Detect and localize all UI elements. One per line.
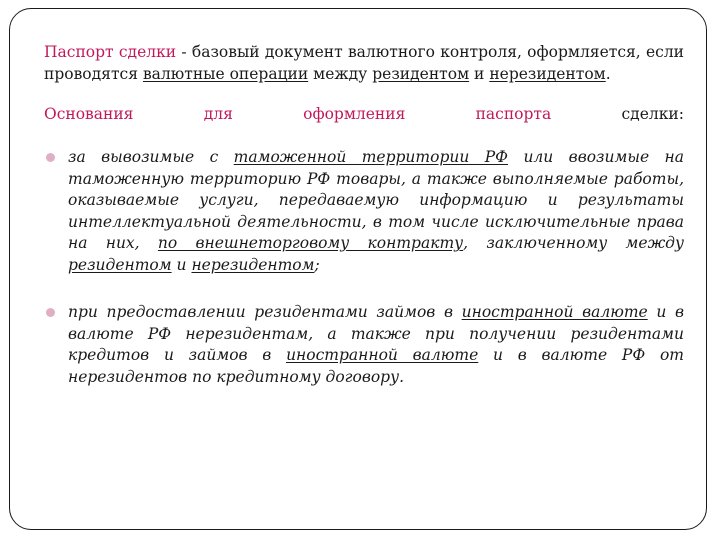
definition-paragraph xyxy=(44,41,684,85)
link-foreign-trade-contract[interactable]: по внешнеторговому контракту xyxy=(157,234,464,252)
link-nonresident[interactable]: нерезидентом xyxy=(489,65,606,83)
bullet1-text-5: ; xyxy=(314,255,320,274)
link-nonresident-2[interactable]: нерезидентом xyxy=(191,255,315,274)
term-passport: Паспорт сделки xyxy=(44,43,177,61)
term-dash: - xyxy=(176,43,192,61)
definition-text-1: базовый документ валютного контроля, оформляется, если проводятся xyxy=(44,43,685,83)
bullet2-text-1: при предоставлении резидентами займов в xyxy=(68,303,462,321)
bullet-dot-icon xyxy=(46,308,55,317)
definition-text-4: . xyxy=(605,65,611,83)
definition-text-2: между xyxy=(308,65,373,83)
link-foreign-currency-2[interactable]: иностранной валюте xyxy=(286,346,479,364)
grounds-list xyxy=(44,147,684,388)
link-customs-territory[interactable]: таможенной территории РФ xyxy=(233,148,509,166)
link-resident[interactable]: резидентом xyxy=(372,65,470,83)
list-item xyxy=(44,302,684,388)
bullet1-text-2: или ввозимые на таможенную территорию РФ товары, а также выполняемые работы, оказываемые услуги, передаваемую информацию и результаты интеллектуальной деятельности, в том числе исключительные права на них, xyxy=(68,148,684,252)
grounds-heading xyxy=(44,103,684,125)
heading-word-4: паспорта xyxy=(475,105,552,123)
heading-word-1: Основания xyxy=(44,105,134,123)
link-foreign-currency[interactable]: иностранной валюте xyxy=(461,303,648,321)
slide-frame xyxy=(9,8,707,530)
heading-word-3: оформления xyxy=(303,105,406,123)
heading-word-2: для xyxy=(203,105,233,123)
link-resident-2[interactable]: резидентом xyxy=(68,255,172,274)
bullet1-text-3: , заключенному между xyxy=(463,234,684,252)
bullet2-text-3: и в валюте РФ от нерезидентов по кредитному договору. xyxy=(68,346,684,386)
bullet2-text-2: и в валюте РФ нерезидентам, а также при получении резидентами кредитов и займов в xyxy=(68,303,685,364)
bullet1-text-4: и xyxy=(171,255,192,274)
definition-text-3: и xyxy=(469,65,490,83)
link-currency-operations[interactable]: валютные операции xyxy=(142,65,309,83)
heading-word-5: сделки: xyxy=(621,105,684,123)
list-item xyxy=(44,147,684,276)
slide-content xyxy=(44,41,684,414)
bullet1-text-1: за вывозимые с xyxy=(68,148,234,166)
bullet-dot-icon xyxy=(46,153,55,162)
